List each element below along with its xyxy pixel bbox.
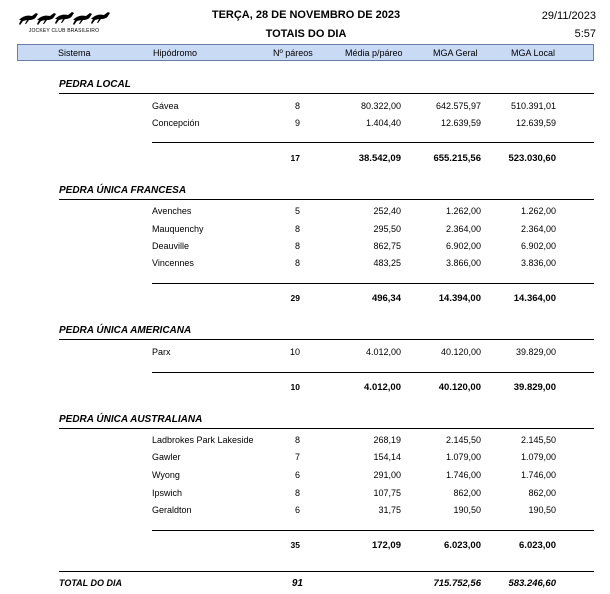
logo-text: JOCKEY CLUB BRASILEIRO [28, 28, 100, 34]
report-subtitle: TOTAIS DO DIA [265, 28, 347, 40]
subtotal-divider [152, 530, 594, 531]
hipodromo-cell: Vincennes [152, 258, 194, 268]
mga-local-cell: 1.746,00 [520, 470, 556, 480]
mga-geral-cell: 12.639,59 [440, 118, 481, 128]
subtotal-media: 172,09 [371, 540, 401, 551]
col-mga-local: MGA Local [511, 48, 556, 58]
subtotal-divider [152, 283, 594, 284]
media-cell: 291,00 [373, 470, 401, 480]
hipodromo-cell: Avenches [152, 206, 192, 216]
media-cell: 4.012,00 [365, 347, 401, 357]
subtotal-media: 38.542,09 [358, 153, 401, 164]
subtotal-mga-local: 14.364,00 [513, 293, 556, 304]
mga-local-cell: 2.364,00 [520, 224, 556, 234]
mga-geral-cell: 1.262,00 [445, 206, 481, 216]
media-cell: 483,25 [373, 258, 401, 268]
pareos-cell: 8 [294, 101, 300, 111]
pareos-cell: 8 [294, 241, 300, 251]
subtotal-divider [152, 142, 594, 143]
hipodromo-cell: Wyong [152, 470, 180, 480]
grand-total-divider [59, 571, 594, 572]
subtotal-mga-local: 523.030,60 [508, 153, 556, 164]
mga-geral-cell: 3.866,00 [445, 258, 481, 268]
section-title: PEDRA ÚNICA AMERICANA [59, 325, 192, 336]
media-cell: 268,19 [373, 435, 401, 445]
subtotal-mga-local: 39.829,00 [513, 382, 556, 393]
hipodromo-cell: Parx [152, 347, 171, 357]
col-hipodromo: Hipódromo [153, 48, 198, 58]
mga-geral-cell: 1.746,00 [445, 470, 481, 480]
mga-local-cell: 1.262,00 [520, 206, 556, 216]
mga-geral-cell: 40.120,00 [440, 347, 481, 357]
media-cell: 80.322,00 [360, 101, 401, 111]
hipodromo-cell: Ladbrokes Park Lakeside [152, 435, 254, 445]
section-title: PEDRA ÚNICA FRANCESA [59, 185, 187, 196]
col-pareos: Nº páreos [273, 48, 313, 58]
column-header-bar [17, 44, 594, 61]
mga-local-cell: 190,50 [528, 505, 556, 515]
media-cell: 31,75 [378, 505, 401, 515]
subtotal-mga-local: 6.023,00 [519, 540, 556, 551]
mga-local-cell: 510.391,01 [510, 101, 556, 111]
mga-local-cell: 2.145,50 [520, 435, 556, 445]
report-title: TERÇA, 28 DE NOVEMBRO DE 2023 [211, 9, 401, 21]
mga-geral-cell: 642.575,97 [435, 101, 481, 111]
grand-total-mga-geral: 715.752,56 [433, 578, 481, 589]
section-divider [59, 199, 594, 200]
section-title: PEDRA ÚNICA AUSTRALIANA [59, 414, 203, 425]
mga-geral-cell: 2.364,00 [445, 224, 481, 234]
media-cell: 295,50 [373, 224, 401, 234]
subtotal-mga-geral: 14.394,00 [438, 293, 481, 304]
subtotal-pareos: 29 [290, 293, 300, 303]
mga-local-cell: 6.902,00 [520, 241, 556, 251]
subtotal-pareos: 10 [290, 382, 300, 392]
mga-local-cell: 3.836,00 [520, 258, 556, 268]
section-divider [59, 339, 594, 340]
pareos-cell: 7 [294, 452, 300, 462]
pareos-cell: 10 [289, 347, 300, 357]
hipodromo-cell: Geraldton [152, 505, 192, 515]
media-cell: 154,14 [373, 452, 401, 462]
pareos-cell: 8 [294, 258, 300, 268]
report-time: 5:57 [574, 28, 596, 40]
hipodromo-cell: Ipswich [152, 488, 183, 498]
report-date: 29/11/2023 [541, 10, 596, 22]
media-cell: 1.404,40 [365, 118, 401, 128]
mga-geral-cell: 1.079,00 [445, 452, 481, 462]
media-cell: 862,75 [373, 241, 401, 251]
pareos-cell: 6 [294, 505, 300, 515]
mga-geral-cell: 862,00 [453, 488, 481, 498]
pareos-cell: 8 [294, 488, 300, 498]
mga-geral-cell: 6.902,00 [445, 241, 481, 251]
col-media: Média p/páreo [345, 48, 403, 58]
subtotal-media: 496,34 [371, 293, 401, 304]
mga-local-cell: 862,00 [528, 488, 556, 498]
pareos-cell: 9 [294, 118, 300, 128]
pareos-cell: 5 [294, 206, 300, 216]
col-mga-geral: MGA Geral [433, 48, 478, 58]
subtotal-mga-geral: 6.023,00 [444, 540, 481, 551]
media-cell: 252,40 [373, 206, 401, 216]
pareos-cell: 8 [294, 224, 300, 234]
mga-geral-cell: 2.145,50 [445, 435, 481, 445]
subtotal-mga-geral: 40.120,00 [438, 382, 481, 393]
hipodromo-cell: Gávea [152, 101, 179, 111]
mga-geral-cell: 190,50 [453, 505, 481, 515]
subtotal-pareos: 35 [290, 540, 300, 550]
grand-total-mga-local: 583.246,60 [508, 578, 556, 589]
subtotal-mga-geral: 655.215,56 [433, 153, 481, 164]
hipodromo-cell: Gawler [152, 452, 181, 462]
col-sistema: Sistema [58, 48, 91, 58]
grand-total-label: TOTAL DO DIA [59, 578, 122, 588]
mga-local-cell: 39.829,00 [515, 347, 556, 357]
hipodromo-cell: Mauquenchy [152, 224, 204, 234]
media-cell: 107,75 [373, 488, 401, 498]
grand-total-pareos: 91 [291, 578, 303, 589]
mga-local-cell: 1.079,00 [520, 452, 556, 462]
subtotal-pareos: 17 [290, 153, 300, 163]
subtotal-divider [152, 372, 594, 373]
mga-local-cell: 12.639,59 [515, 118, 556, 128]
hipodromo-cell: Deauville [152, 241, 190, 251]
pareos-cell: 6 [294, 470, 300, 480]
section-title: PEDRA LOCAL [59, 79, 131, 90]
section-divider [59, 93, 594, 94]
pareos-cell: 8 [294, 435, 300, 445]
section-divider [59, 428, 594, 429]
subtotal-media: 4.012,00 [364, 382, 401, 393]
hipodromo-cell: Concepción [152, 118, 200, 128]
